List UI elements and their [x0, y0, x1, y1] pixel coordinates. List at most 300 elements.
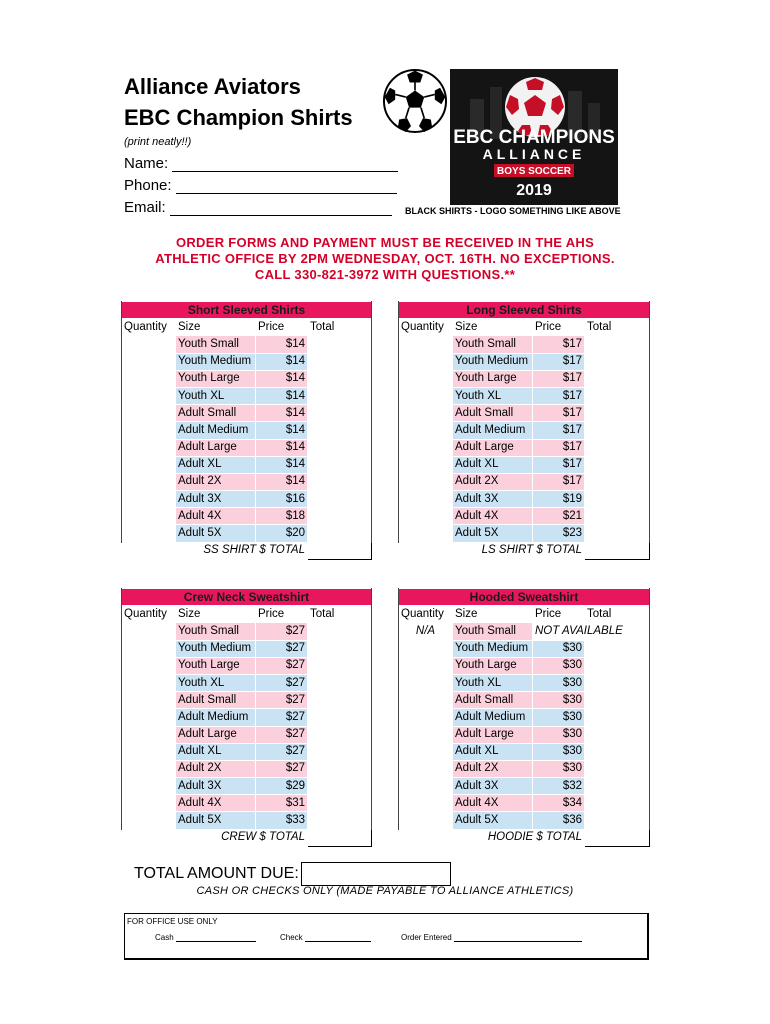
size-cell: Adult Large	[176, 439, 256, 456]
table-row	[122, 387, 372, 404]
size-cell: Adult Medium	[176, 709, 256, 726]
subtotal-label: CREW $ TOTAL	[122, 829, 308, 846]
total-input[interactable]	[585, 456, 650, 473]
size-cell: Adult Large	[453, 726, 533, 743]
price-cell: $17	[533, 456, 585, 473]
logo-text-line4: 2019	[516, 182, 552, 199]
table-row	[399, 439, 650, 456]
price-cell: $30	[533, 657, 585, 674]
size-cell: Youth Large	[176, 370, 256, 387]
size-cell: Youth Medium	[453, 353, 533, 370]
price-cell: $21	[533, 508, 585, 525]
size-cell: Adult Medium	[453, 422, 533, 439]
total-input[interactable]	[308, 353, 372, 370]
size-cell: Adult Small	[453, 692, 533, 709]
quantity-input[interactable]	[399, 795, 453, 812]
quantity-input[interactable]	[122, 778, 176, 795]
subtotal-label: SS SHIRT $ TOTAL	[122, 542, 308, 559]
total-input[interactable]	[308, 491, 372, 508]
office-check-label: Check	[280, 933, 303, 942]
office-use-label: FOR OFFICE USE ONLY	[127, 917, 218, 926]
price-cell: $17	[533, 387, 585, 404]
quantity-input[interactable]	[122, 674, 176, 691]
total-input[interactable]	[585, 795, 650, 812]
quantity-input[interactable]	[399, 405, 453, 422]
quantity-input[interactable]	[122, 422, 176, 439]
price-cell: $14	[256, 422, 308, 439]
name-label: Name:	[124, 155, 169, 172]
size-cell: Adult 2X	[176, 760, 256, 777]
price-cell: $30	[533, 709, 585, 726]
quantity-input[interactable]	[399, 491, 453, 508]
phone-label: Phone:	[124, 177, 172, 194]
quantity-input[interactable]	[399, 387, 453, 404]
not-available-cell: NOT AVAILABLE	[533, 623, 650, 640]
notice-line2: ATHLETIC OFFICE BY 2PM WEDNESDAY, OCT. 16TH. NO EXCEPTIONS.	[155, 251, 615, 266]
total-input[interactable]	[308, 370, 372, 387]
quantity-input[interactable]	[122, 657, 176, 674]
price-cell: $27	[256, 709, 308, 726]
price-cell: $27	[256, 623, 308, 640]
size-cell: Adult Small	[176, 405, 256, 422]
logo-caption: BLACK SHIRTS - LOGO SOMETHING LIKE ABOVE	[405, 206, 621, 216]
size-cell: Adult Large	[176, 726, 256, 743]
table-row	[399, 336, 650, 353]
size-cell: Adult 5X	[453, 812, 533, 829]
table-row	[122, 353, 372, 370]
quantity-input[interactable]	[122, 760, 176, 777]
total-input[interactable]	[585, 743, 650, 760]
table-row	[122, 795, 372, 812]
name-input-line[interactable]	[172, 157, 398, 172]
form-title-line2: EBC Champion Shirts	[124, 105, 353, 130]
table-row	[122, 422, 372, 439]
quantity-input[interactable]	[122, 456, 176, 473]
size-cell: Adult XL	[453, 456, 533, 473]
size-cell: Youth Small	[453, 623, 533, 640]
office-order-entered-label: Order Entered	[401, 933, 452, 942]
col-quantity-header: Quantity	[122, 606, 176, 623]
price-cell: $17	[533, 370, 585, 387]
total-input[interactable]	[585, 525, 650, 542]
price-cell: $14	[256, 336, 308, 353]
subtotal-input[interactable]	[585, 829, 650, 846]
total-input[interactable]	[585, 370, 650, 387]
table-row	[122, 778, 372, 795]
price-cell: $14	[256, 353, 308, 370]
quantity-input[interactable]	[122, 439, 176, 456]
quantity-input[interactable]	[399, 760, 453, 777]
table-row	[399, 726, 650, 743]
total-input[interactable]	[585, 760, 650, 777]
logo-text-line3: BOYS SOCCER	[497, 166, 571, 177]
email-label: Email:	[124, 199, 166, 216]
col-price-header: Price	[256, 606, 308, 623]
quantity-input[interactable]	[122, 726, 176, 743]
total-input[interactable]	[308, 336, 372, 353]
table-title: Long Sleeved Shirts	[399, 302, 650, 319]
col-price-header: Price	[533, 606, 585, 623]
logo-text-line2: ALLIANCE	[482, 146, 586, 162]
table-row	[399, 491, 650, 508]
total-input[interactable]	[585, 640, 650, 657]
size-cell: Youth Large	[176, 657, 256, 674]
price-cell: $27	[256, 692, 308, 709]
table-row	[399, 640, 650, 657]
size-cell: Youth XL	[176, 674, 256, 691]
price-cell: $32	[533, 778, 585, 795]
size-cell: Youth Small	[176, 336, 256, 353]
total-input[interactable]	[308, 422, 372, 439]
col-quantity-header: Quantity	[122, 319, 176, 336]
total-input[interactable]	[308, 795, 372, 812]
subtotal-label: HOODIE $ TOTAL	[399, 829, 585, 846]
col-price-header: Price	[533, 319, 585, 336]
table-row	[122, 491, 372, 508]
total-input[interactable]	[308, 387, 372, 404]
size-cell: Adult 4X	[176, 795, 256, 812]
col-size-header: Size	[176, 606, 256, 623]
subtotal-input[interactable]	[308, 829, 372, 846]
payment-note: CASH OR CHECKS ONLY (MADE PAYABLE TO ALLIANCE ATHLETICS)	[196, 885, 574, 897]
size-cell: Adult 3X	[176, 778, 256, 795]
price-cell: $34	[533, 795, 585, 812]
quantity-input[interactable]	[399, 640, 453, 657]
table-row	[122, 743, 372, 760]
table-row	[399, 387, 650, 404]
total-input[interactable]	[585, 439, 650, 456]
price-cell: $17	[533, 439, 585, 456]
size-cell: Youth Large	[453, 657, 533, 674]
total-input[interactable]	[308, 778, 372, 795]
table-row	[399, 456, 650, 473]
office-cash-field[interactable]	[155, 932, 256, 942]
quantity-cell: N/A	[399, 623, 453, 640]
size-cell: Adult Small	[453, 405, 533, 422]
name-field[interactable]	[124, 155, 398, 172]
table-row	[399, 473, 650, 490]
table-row	[122, 760, 372, 777]
total-input[interactable]	[308, 623, 372, 640]
total-input[interactable]	[308, 743, 372, 760]
office-order-entered-line[interactable]	[454, 932, 582, 942]
table-row	[399, 709, 650, 726]
total-input[interactable]	[308, 405, 372, 422]
quantity-input[interactable]	[399, 439, 453, 456]
price-cell: $17	[533, 353, 585, 370]
total-input[interactable]	[308, 640, 372, 657]
size-cell: Adult Large	[453, 439, 533, 456]
quantity-input[interactable]	[122, 640, 176, 657]
quantity-input[interactable]	[122, 812, 176, 829]
size-cell: Adult 4X	[453, 795, 533, 812]
logo-text-line1: EBC CHAMPIONS	[453, 127, 615, 148]
subtotal-input[interactable]	[308, 542, 372, 559]
email-field[interactable]	[124, 199, 392, 216]
quantity-input[interactable]	[399, 370, 453, 387]
size-cell: Youth XL	[176, 387, 256, 404]
size-cell: Adult 5X	[453, 525, 533, 542]
quantity-input[interactable]	[399, 508, 453, 525]
notice-line1: ORDER FORMS AND PAYMENT MUST BE RECEIVED IN THE AHS	[175, 235, 595, 250]
price-cell: $27	[256, 726, 308, 743]
quantity-input[interactable]	[122, 387, 176, 404]
quantity-input[interactable]	[399, 812, 453, 829]
price-cell: $31	[256, 795, 308, 812]
quantity-input[interactable]	[122, 623, 176, 640]
size-cell: Youth XL	[453, 674, 533, 691]
size-cell: Adult 5X	[176, 812, 256, 829]
col-total-header: Total	[585, 606, 650, 623]
quantity-input[interactable]	[399, 778, 453, 795]
table-title: Hooded Sweatshirt	[399, 589, 650, 606]
table-row	[399, 422, 650, 439]
price-cell: $30	[533, 674, 585, 691]
price-cell: $17	[533, 405, 585, 422]
size-cell: Adult Medium	[453, 709, 533, 726]
price-cell: $36	[533, 812, 585, 829]
total-input[interactable]	[308, 473, 372, 490]
quantity-input[interactable]	[399, 336, 453, 353]
hooded-table	[398, 588, 650, 847]
table-row	[399, 778, 650, 795]
total-input[interactable]	[308, 525, 372, 542]
quantity-input[interactable]	[122, 491, 176, 508]
quantity-input[interactable]	[399, 525, 453, 542]
table-row	[122, 525, 372, 542]
table-row	[122, 692, 372, 709]
quantity-input[interactable]	[122, 336, 176, 353]
total-input[interactable]	[308, 456, 372, 473]
phone-field[interactable]	[124, 177, 397, 194]
price-cell: $14	[256, 473, 308, 490]
size-cell: Youth Medium	[176, 353, 256, 370]
total-input[interactable]	[308, 726, 372, 743]
table-row	[399, 812, 650, 829]
size-cell: Adult 3X	[453, 778, 533, 795]
quantity-input[interactable]	[122, 525, 176, 542]
price-cell: $14	[256, 439, 308, 456]
office-check-line[interactable]	[305, 932, 371, 942]
table-row	[399, 525, 650, 542]
price-cell: $30	[533, 692, 585, 709]
quantity-input[interactable]	[399, 473, 453, 490]
total-input[interactable]	[585, 422, 650, 439]
total-input[interactable]	[585, 709, 650, 726]
short-sleeve-table	[121, 301, 372, 560]
table-row	[122, 473, 372, 490]
table-row	[122, 370, 372, 387]
total-input[interactable]	[585, 657, 650, 674]
table-row	[122, 439, 372, 456]
crew-neck-table	[121, 588, 372, 847]
total-input[interactable]	[308, 508, 372, 525]
deadline-notice	[0, 235, 770, 283]
total-input[interactable]	[308, 657, 372, 674]
size-cell: Youth Medium	[453, 640, 533, 657]
quantity-input[interactable]	[399, 726, 453, 743]
table-row	[122, 657, 372, 674]
price-cell: $19	[533, 491, 585, 508]
quantity-input[interactable]	[399, 674, 453, 691]
total-input[interactable]	[585, 473, 650, 490]
table-row	[122, 456, 372, 473]
office-order-entered-field[interactable]	[401, 932, 582, 942]
quantity-input[interactable]	[122, 692, 176, 709]
quantity-input[interactable]	[122, 743, 176, 760]
quantity-input[interactable]	[122, 370, 176, 387]
col-quantity-header: Quantity	[399, 319, 453, 336]
table-row	[399, 692, 650, 709]
quantity-input[interactable]	[122, 508, 176, 525]
total-input[interactable]	[585, 726, 650, 743]
size-cell: Adult Medium	[176, 422, 256, 439]
size-cell: Adult 2X	[453, 473, 533, 490]
size-cell: Youth Large	[453, 370, 533, 387]
price-cell: $27	[256, 657, 308, 674]
size-cell: Adult 4X	[176, 508, 256, 525]
office-cash-label: Cash	[155, 933, 174, 942]
table-row	[122, 709, 372, 726]
table-row	[122, 623, 372, 640]
total-input[interactable]	[585, 508, 650, 525]
quantity-input[interactable]	[399, 422, 453, 439]
ebc-champions-logo	[450, 69, 618, 205]
table-row	[122, 726, 372, 743]
size-cell: Youth Small	[176, 623, 256, 640]
price-cell: $23	[533, 525, 585, 542]
total-input[interactable]	[585, 674, 650, 691]
subtotal-label: LS SHIRT $ TOTAL	[399, 542, 585, 559]
quantity-input[interactable]	[399, 692, 453, 709]
price-cell: $17	[533, 336, 585, 353]
size-cell: Adult 5X	[176, 525, 256, 542]
col-total-header: Total	[308, 606, 372, 623]
table-row	[399, 405, 650, 422]
total-input[interactable]	[585, 353, 650, 370]
total-input[interactable]	[585, 491, 650, 508]
table-row	[122, 336, 372, 353]
table-row	[122, 640, 372, 657]
total-input[interactable]	[585, 692, 650, 709]
price-cell: $30	[533, 760, 585, 777]
quantity-input[interactable]	[399, 353, 453, 370]
col-size-header: Size	[176, 319, 256, 336]
quantity-input[interactable]	[122, 795, 176, 812]
total-input[interactable]	[585, 336, 650, 353]
price-cell: $14	[256, 387, 308, 404]
price-cell: $14	[256, 370, 308, 387]
total-input[interactable]	[308, 674, 372, 691]
total-input[interactable]	[308, 812, 372, 829]
col-total-header: Total	[308, 319, 372, 336]
print-neatly-note: (print neatly!!)	[124, 136, 192, 148]
office-check-field[interactable]	[280, 932, 371, 942]
size-cell: Adult Small	[176, 692, 256, 709]
table-row	[399, 795, 650, 812]
quantity-input[interactable]	[399, 456, 453, 473]
quantity-input[interactable]	[399, 709, 453, 726]
total-due-input[interactable]	[301, 862, 451, 886]
total-input[interactable]	[585, 812, 650, 829]
size-cell: Adult 3X	[176, 491, 256, 508]
price-cell: $16	[256, 491, 308, 508]
price-cell: $30	[533, 640, 585, 657]
total-input[interactable]	[308, 692, 372, 709]
table-row	[399, 508, 650, 525]
col-size-header: Size	[453, 606, 533, 623]
table-title: Crew Neck Sweatshirt	[122, 589, 372, 606]
table-row	[399, 743, 650, 760]
notice-line3: CALL 330-821-3972 WITH QUESTIONS.**	[254, 267, 516, 282]
table-row	[122, 674, 372, 691]
price-cell: $30	[533, 743, 585, 760]
email-input-line[interactable]	[170, 201, 392, 216]
table-row	[399, 657, 650, 674]
table-row	[122, 508, 372, 525]
table-title: Short Sleeved Shirts	[122, 302, 372, 319]
table-row	[399, 674, 650, 691]
price-cell: $27	[256, 743, 308, 760]
subtotal-input[interactable]	[585, 542, 650, 559]
size-cell: Adult 4X	[453, 508, 533, 525]
office-use-box	[124, 913, 649, 960]
price-cell: $18	[256, 508, 308, 525]
long-sleeve-table	[398, 301, 650, 560]
table-row	[399, 370, 650, 387]
phone-input-line[interactable]	[176, 179, 397, 194]
total-input[interactable]	[585, 405, 650, 422]
price-cell: $27	[256, 640, 308, 657]
table-row	[122, 812, 372, 829]
size-cell: Adult XL	[176, 456, 256, 473]
col-size-header: Size	[453, 319, 533, 336]
table-row	[399, 623, 650, 640]
quantity-input[interactable]	[122, 473, 176, 490]
price-cell: $27	[256, 674, 308, 691]
size-cell: Adult XL	[176, 743, 256, 760]
quantity-input[interactable]	[399, 743, 453, 760]
col-total-header: Total	[585, 319, 650, 336]
quantity-input[interactable]	[122, 709, 176, 726]
price-cell: $27	[256, 760, 308, 777]
total-input[interactable]	[585, 387, 650, 404]
size-cell: Adult 2X	[453, 760, 533, 777]
size-cell: Adult 3X	[453, 491, 533, 508]
total-due-label: TOTAL AMOUNT DUE:	[134, 865, 299, 882]
total-amount-due	[134, 862, 451, 886]
total-input[interactable]	[585, 778, 650, 795]
total-input[interactable]	[308, 709, 372, 726]
col-quantity-header: Quantity	[399, 606, 453, 623]
col-price-header: Price	[256, 319, 308, 336]
price-cell: $14	[256, 405, 308, 422]
size-cell: Adult XL	[453, 743, 533, 760]
size-cell: Youth Medium	[176, 640, 256, 657]
table-row	[122, 405, 372, 422]
price-cell: $14	[256, 456, 308, 473]
total-input[interactable]	[308, 760, 372, 777]
quantity-input[interactable]	[122, 353, 176, 370]
total-input[interactable]	[308, 439, 372, 456]
office-cash-line[interactable]	[176, 932, 256, 942]
soccer-ball-icon	[382, 68, 448, 134]
price-cell: $17	[533, 473, 585, 490]
table-row	[399, 760, 650, 777]
quantity-input[interactable]	[122, 405, 176, 422]
quantity-input[interactable]	[399, 657, 453, 674]
size-cell: Adult 2X	[176, 473, 256, 490]
